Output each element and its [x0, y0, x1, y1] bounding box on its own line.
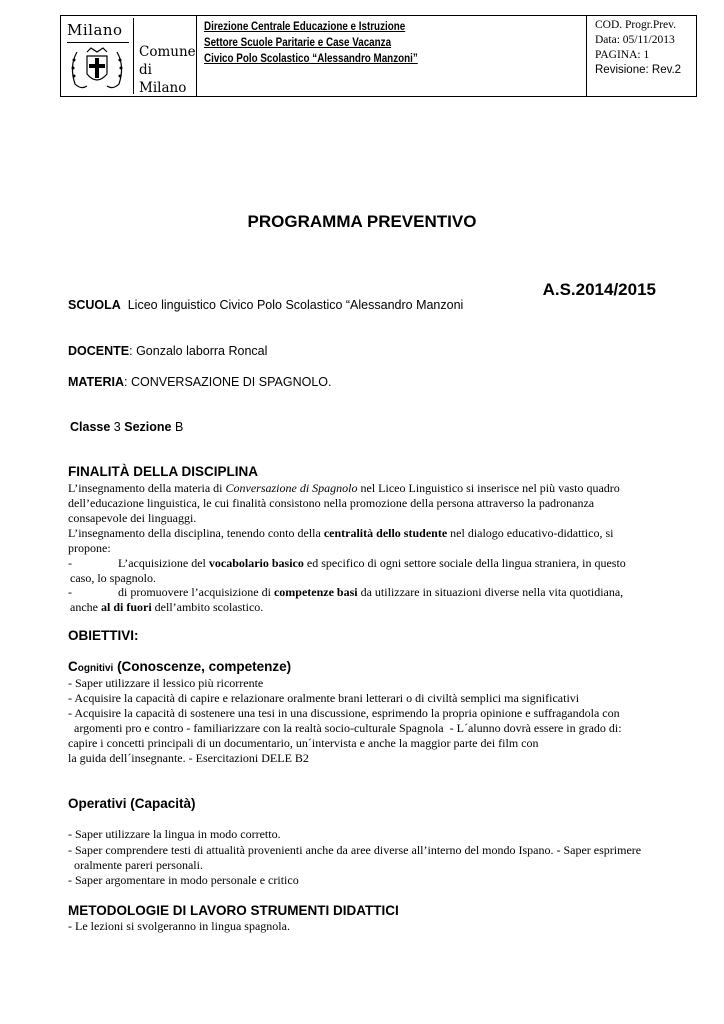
cognitivi-line-6: la guida dell´insegnante. - Esercitazioni DELE B2 — [68, 751, 309, 765]
b2-strong2: al di fuori — [100, 600, 152, 614]
anno-scolastico: A.S.2014/2015 — [542, 280, 656, 299]
bullet-dash: - — [68, 585, 72, 599]
heading-obiettivi: OBIETTIVI: — [68, 628, 139, 643]
finalita-bullet-2 — [68, 585, 623, 600]
finalita-p1-a: L’insegnamento della materia di — [68, 481, 226, 495]
finalita-p2-b: nel dialogo educativo-didattico, si propone: — [68, 526, 614, 555]
finalita-p1-b: nel Liceo Linguistico si inserisce nel più vasto quadro dell’educazione linguistica, le cui finalità consistono nella promozione della persona attraverso la padronanza consapevole dei linguaggi. — [68, 481, 620, 525]
cognitivi-line-2: - Acquisire la capacità di capire e relazionare oralmente brani letterari o di civiltà semplici ma significativi — [68, 691, 580, 705]
finalita-bullet-1 — [68, 556, 626, 571]
cognitivi-smallcaps: ognitivi — [77, 663, 114, 674]
header-title-cell — [196, 16, 587, 96]
heading-cognitivi — [68, 659, 291, 674]
docente-value: : Gonzalo laborra Roncal — [129, 344, 268, 358]
header-line-direzione: Direzione Centrale Educazione e Istruzione — [204, 19, 406, 33]
operativi-line-2: - Saper comprendere testi di attualità provenienti anche da aree diverse all’interno del mondo Ispano. - Saper esprimere — [68, 843, 642, 857]
materia-value: : CONVERSAZIONE DI SPAGNOLO. — [124, 375, 332, 389]
meta-revisione: Revisione: Rev.2 — [595, 64, 682, 76]
field-materia — [68, 375, 331, 389]
page-title: PROGRAMMA PREVENTIVO — [247, 212, 477, 231]
meta-cod: COD. Progr.Prev. — [595, 19, 677, 31]
finalita-paragraph-2 — [68, 526, 648, 556]
docente-label: DOCENTE — [68, 344, 130, 358]
heading-finalita: FINALITÀ DELLA DISCIPLINA — [68, 464, 258, 479]
cognitivi-line-3: - Acquisire la capacità di sostenere una tesi in una discussione, esprimendo la propria opinione e suffragandola con — [68, 706, 620, 720]
meta-pagina: PAGINA: 1 — [595, 49, 650, 61]
b1-b: ed specifico di ogni settore sociale della lingua straniera, in questo — [303, 556, 626, 570]
operativi-line-4: - Saper argomentare in modo personale e critico — [68, 873, 299, 887]
scuola-label: SCUOLA — [68, 298, 121, 312]
cognitivi-cap: C — [68, 659, 78, 674]
field-classe — [70, 420, 183, 434]
finalita-bullet-2-cont — [70, 600, 263, 615]
scuola-value: Liceo linguistico Civico Polo Scolastico “Alessandro Manzoni — [127, 298, 464, 312]
operativi-line-1: - Saper utilizzare la lingua in modo corretto. — [68, 827, 281, 841]
metodologie-line-1: - Le lezioni si svolgeranno in lingua spagnola. — [68, 919, 290, 933]
cognitivi-line-1: - Saper utilizzare il lessico più ricorrente — [68, 676, 264, 690]
finalita-paragraph-1 — [68, 481, 648, 526]
b1-strong: vocabolario basico — [208, 556, 304, 570]
header-line-civico: Civico Polo Scolastico “Alessandro Manzoni” — [204, 51, 418, 65]
logo-comune-text — [139, 43, 196, 97]
field-scuola — [68, 298, 463, 312]
classe-value: 3 — [113, 420, 121, 434]
logo-divider — [67, 42, 129, 43]
logo-city: Milano — [67, 21, 123, 39]
bullet-dash: - — [68, 556, 72, 570]
b2-a: di promuovere l’acquisizione di — [118, 585, 274, 599]
finalita-p2-a: L’insegnamento della disciplina, tenendo conto della — [68, 526, 324, 540]
classe-label: Classe — [70, 420, 111, 434]
logo-comune-line1: Comune — [139, 44, 196, 60]
cognitivi-rest: (Conoscenze, competenze) — [113, 659, 292, 674]
header-line-settore: Settore Scuole Paritarie e Case Vacanza — [204, 35, 392, 49]
finalita-p2-strong: centralità dello studente — [323, 526, 448, 540]
finalita-p1-em: Conversazione di Spagnolo — [225, 481, 358, 495]
sezione-value: B — [174, 420, 184, 434]
b2-d: dell’ambito scolastico. — [151, 600, 264, 614]
operativi-line-3: oralmente pareri personali. — [68, 858, 203, 872]
field-docente — [68, 344, 267, 358]
heading-operativi: Operativi (Capacità) — [68, 796, 196, 811]
b1-a: L’acquisizione del — [118, 556, 209, 570]
materia-label: MATERIA — [68, 375, 125, 389]
meta-data: Data: 05/11/2013 — [595, 34, 675, 46]
heading-metodologie: METODOLOGIE DI LAVORO STRUMENTI DIDATTICI — [68, 903, 399, 918]
logo-cell — [61, 16, 197, 96]
cognitivi-line-5: capire i concetti principali di un documentario, un´intervista e anche la maggior parte dei film con — [68, 736, 539, 750]
document-header — [60, 15, 697, 97]
logo-vertical-divider — [133, 18, 134, 94]
milano-crest-icon — [65, 46, 129, 92]
finalita-bullet-1-cont: caso, lo spagnolo. — [70, 571, 156, 585]
sezione-label: Sezione — [124, 420, 172, 434]
b2-strong: competenze basi — [273, 585, 358, 599]
b2-c: anche — [70, 600, 101, 614]
b2-b: da utilizzare in situazioni diverse nella vita quotidiana, — [357, 585, 624, 599]
cognitivi-line-4: argomenti pro e contro - familiarizzare con la realtà socio-culturale Spagnola - L´alunno dovrà essere in grado di: — [68, 721, 622, 735]
header-meta-cell — [587, 16, 697, 96]
logo-comune-line2: di Milano — [139, 62, 187, 96]
